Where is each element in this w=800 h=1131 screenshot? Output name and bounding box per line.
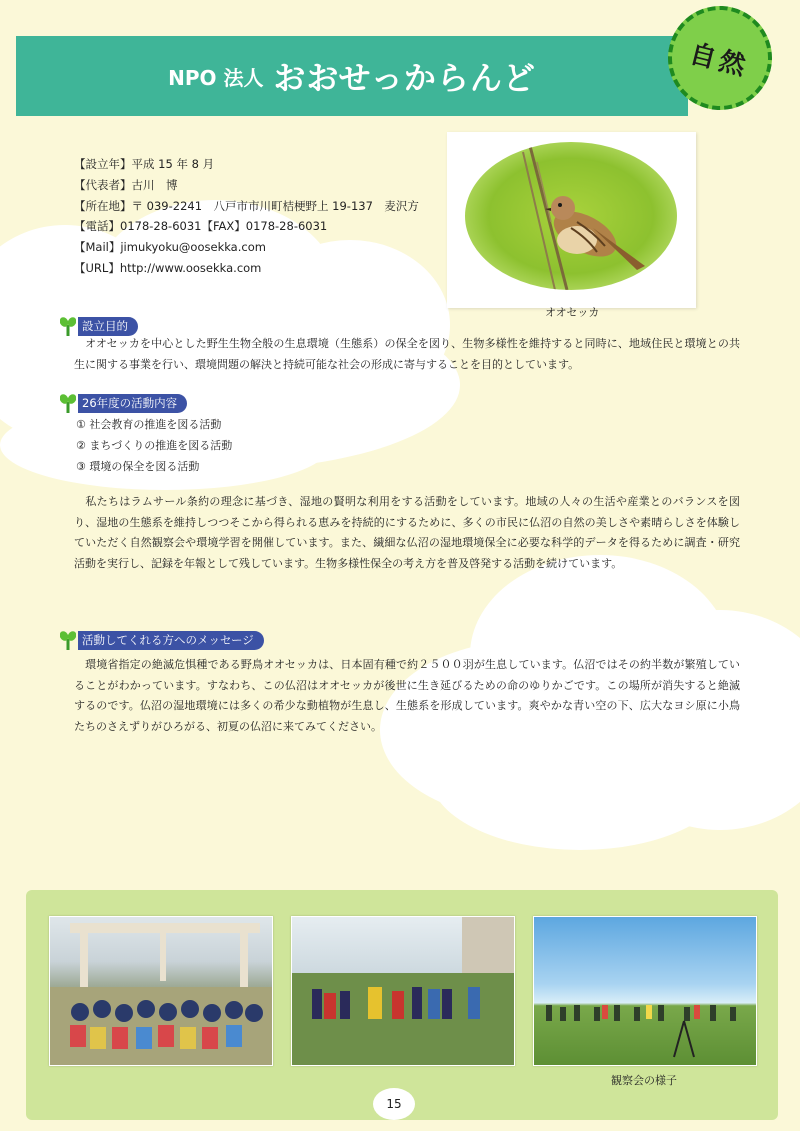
list-item: ① 社会教育の推進を図る活動 — [76, 418, 222, 431]
section-heading-activities — [60, 393, 187, 413]
sprout-icon — [60, 393, 76, 413]
section-label: 26年度の活動内容 — [78, 394, 187, 413]
gallery-photo — [291, 916, 515, 1066]
category-badge: 自然 — [657, 0, 783, 121]
activity-list — [76, 415, 232, 477]
gallery-photo — [49, 916, 273, 1066]
header-bar — [16, 36, 688, 116]
section-heading-purpose — [60, 316, 138, 336]
organization-info — [74, 154, 419, 279]
info-founded: 【設立年】平成 15 年 8 月 — [74, 157, 215, 171]
gallery-caption: 観察会の様子 — [611, 1074, 677, 1087]
info-representative: 【代表者】古川 博 — [74, 177, 178, 192]
sprout-icon — [60, 316, 76, 336]
info-url: 【URL】http://www.oosekka.com — [74, 260, 262, 275]
gallery-photo — [533, 916, 757, 1066]
page-title: おおせっからんど — [273, 59, 536, 97]
sprout-icon — [60, 630, 76, 650]
info-address: 【所在地】〒 039-2241 八戸市市川町桔梗野上 19-137 麦沢方 — [74, 198, 419, 213]
list-item: ② まちづくりの推進を図る活動 — [76, 438, 233, 452]
org-type-label: NPO 法人 — [168, 65, 264, 90]
page-number: 15 — [373, 1088, 415, 1120]
purpose-text: オオセッカを中心とした野生生物全般の生息環境（生態系）の保全を図り、生物多様性を維持すると同時に、地域住民と環境との共生に関する事業を行い、環境問題の解決と持続可能な社会の形成に寄与することを目的としています。 — [74, 337, 740, 371]
section-heading-message — [60, 630, 264, 650]
section-label: 設立目的 — [78, 317, 138, 336]
activities-text: 私たちはラムサール条約の理念に基づき、湿地の賢明な利用をする活動をしています。地域の人々の生活や産業とのバランスを図り、湿地の生態系を維持しつつそこから得られる恵みを持続的にするために、多くの市民に仏沼の自然の美しさや素晴らしさを体験していただく自然観察会や環境学習を開催しています。また、繊細な仏沼の湿地環境保全に必要な科学的データを得るために調査・研究活動を実行し、記録を年報として残しています。生物多様性保全の考え方を普及啓発する活動を続けています。 — [74, 495, 740, 570]
bird-image — [465, 142, 677, 290]
bird-photo — [447, 132, 696, 308]
list-item: ③ 環境の保全を図る活動 — [76, 459, 200, 473]
bird-photo-caption: オオセッカ — [545, 306, 600, 319]
info-mail: 【Mail】jimukyoku@oosekka.com — [74, 240, 266, 255]
section-label: 活動してくれる方へのメッセージ — [78, 631, 264, 650]
message-text: 環境省指定の絶滅危惧種である野鳥オオセッカは、日本固有種で約２５００羽が生息しています。仏沼ではその約半数が繁殖していることがわかっています。すなわち、この仏沼はオオセッカが後世に生き延びるための命のゆりかごです。この場所が消失すると絶滅するのです。仏沼の湿地環境には多くの希少な動植物が生息し、生態系を形成しています。爽やかな青い空の下、広大なヨシ原に小鳥たちのさえずりがひろがる、初夏の仏沼に来てみてください。 — [74, 658, 740, 733]
info-phone-fax: 【電話】0178-28-6031【FAX】0178-28-6031 — [74, 219, 328, 234]
